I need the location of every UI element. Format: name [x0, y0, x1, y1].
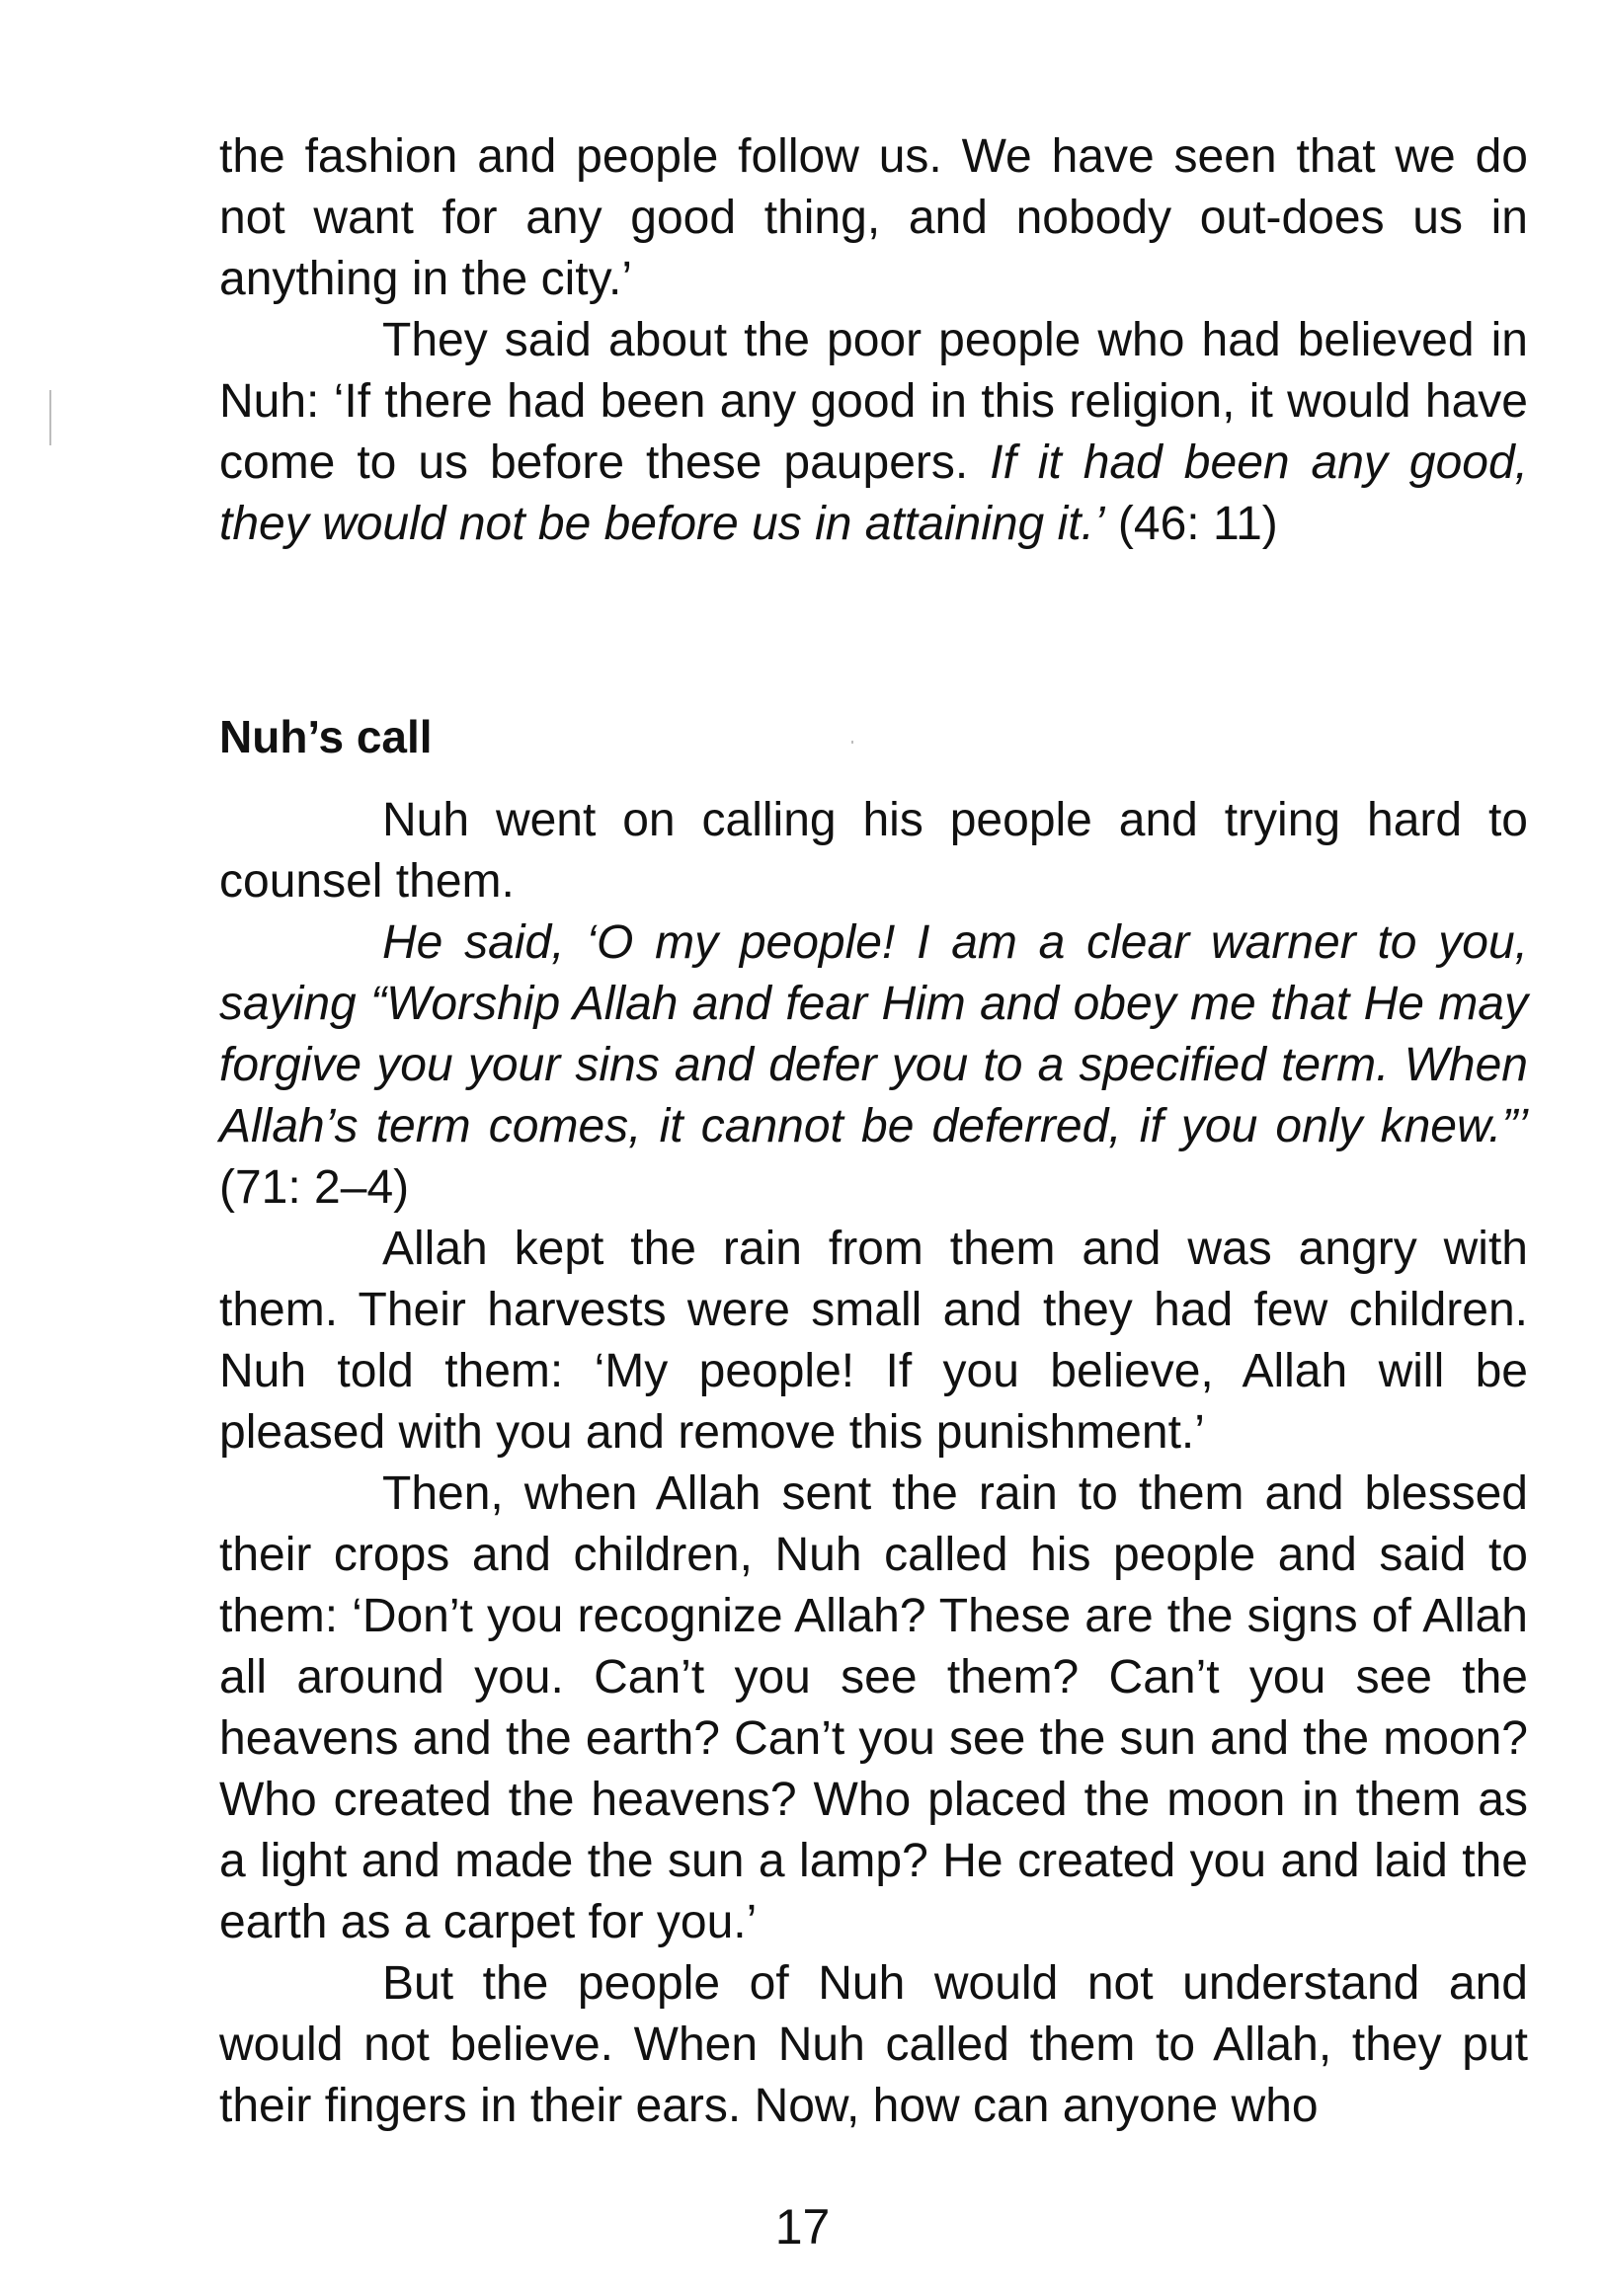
opening-text-block: [219, 126, 1528, 555]
paragraph-quote-warner: [219, 912, 1528, 1219]
paragraph-signs: Then, when Allah sent the rain to them and blessed their crops and children, Nuh called his people and said to them: ‘Don’t you recognize Allah? These are the signs of Allah all around you. Can’t you see them? Can’t you see the heavens and the earth? Can’t you see the sun and the moon? Who created the heavens? Who placed the moon in them as a light and made the sun a lamp? He created you and laid the earth as a carpet for you.’: [219, 1467, 1528, 1948]
scan-speck-left: [49, 390, 51, 445]
quran-quote: If it had been any good, they would not be before us in attaining it.’: [219, 436, 1529, 550]
scan-speck-right: [851, 741, 853, 744]
paragraph-calling: Nuh went on calling his people and trying hard to counsel them.: [219, 794, 1528, 908]
paragraph-poor-people: [219, 310, 1528, 555]
paragraph-text: They said about the poor people who had believed in Nuh: ‘If there had been any good in this religion, it would have come to us before these paupers.: [219, 314, 1528, 489]
section-body: [219, 790, 1528, 2137]
paragraph-rain-kept: Allah kept the rain from them and was angry with them. Their harvests were small and they had few children. Nuh told them: ‘My people! If you believe, Allah will be pleased with you and remove this punishment.’: [219, 1223, 1528, 1459]
paragraph-continuation: the fashion and people follow us. We have seen that we do not want for any good thing, and nobody out-does us in anything in the city.’: [219, 130, 1528, 305]
paragraph-disbelief: But the people of Nuh would not understand and would not believe. When Nuh called them to Allah, they put their fingers in their ears. Now, how can anyone who: [219, 1957, 1528, 2132]
verse-reference: (71: 2–4): [219, 1161, 410, 1214]
verse-reference: (46: 11): [1104, 498, 1278, 550]
quran-quote: He said, ‘O my people! I am a clear warner to you, saying “Worship Allah and fear Him and obey me that He may forgive you your sins and defer you to a specified term. When Allah’s term comes, it cannot be deferred, if you only knew.”’: [219, 916, 1528, 1152]
section-heading: Nuh’s call: [219, 711, 433, 762]
page-number: 17: [774, 2199, 831, 2255]
